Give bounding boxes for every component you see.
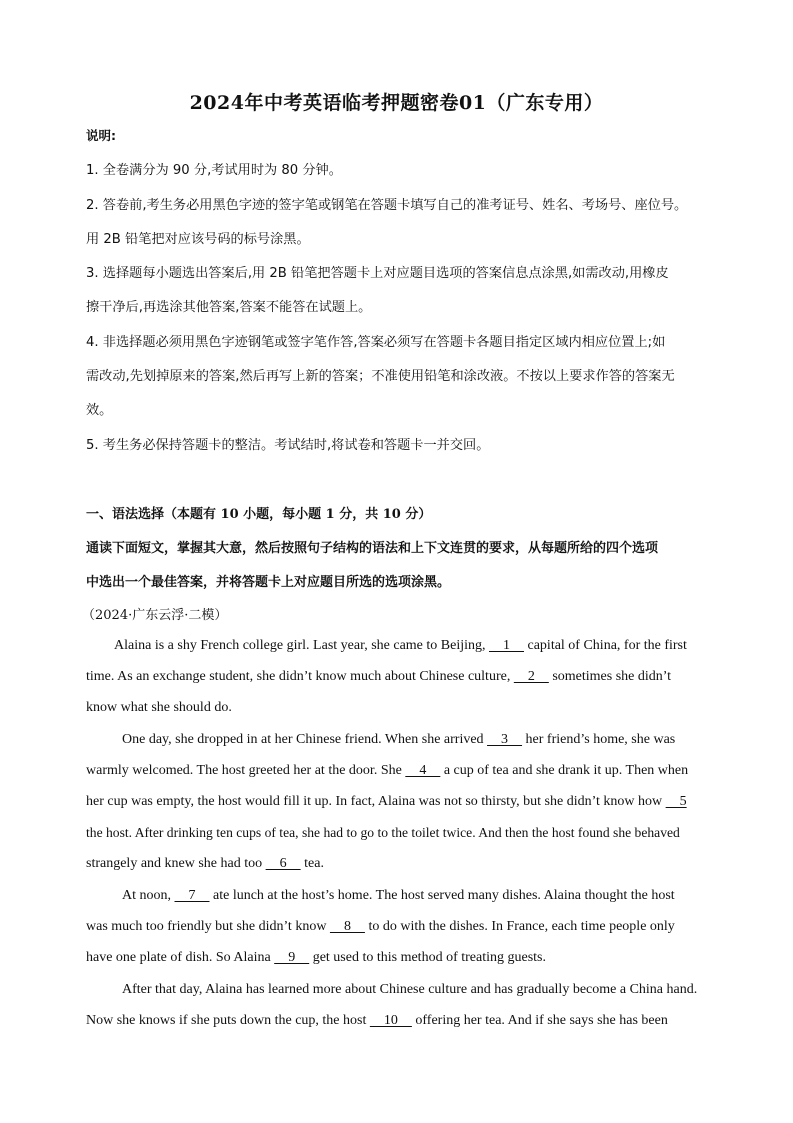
instruction-1: 1. 全卷满分为 90 分,考试用时为 80 分钟。 — [86, 163, 342, 178]
instruction-5: 5. 考生务必保持答题卡的整洁。考试结时,将试卷和答题卡一并交回。 — [86, 438, 490, 453]
passage-line: her cup was empty, the host would fill it up. In fact, Alaina was not so thirsty, but she didn’t know how 5 — [86, 794, 687, 809]
passage-line: time. As an exchange student, she didn’t know much about Chinese culture, 2 sometimes she didn’t — [86, 669, 672, 684]
instruction-2-cont: 用 2B 铅笔把对应该号码的标号涂黑。 — [86, 232, 310, 247]
section-directions-cont: 中选出一个最佳答案，并将答题卡上对应题目所选的选项涂黑。 — [86, 575, 451, 590]
blank-6: 6 — [265, 856, 301, 871]
instruction-4-end: 效。 — [86, 403, 113, 418]
passage-line: have one plate of dish. So Alaina 9 get used to this method of treating guests. — [86, 950, 546, 965]
section-directions: 通读下面短文，掌握其大意，然后按照句子结构的语法和上下文连贯的要求，从每题所给的四个选项 — [86, 541, 659, 556]
passage-line: the host. After drinking ten cups of tea, she had to go to the toilet twice. And then the host found she behaved — [86, 825, 680, 840]
section-heading: 一、语法选择（本题有 10 小题，每小题 1 分，共 10 分） — [86, 507, 432, 522]
page-title: 2024年中考英语临考押题密卷01（广东专用） — [189, 92, 604, 114]
blank-1: 1 — [489, 638, 524, 653]
blank-9: 9 — [274, 950, 310, 965]
passage-line: Alaina is a shy French college girl. Last year, she came to Beijing, 1 capital of China, for the first — [114, 638, 687, 653]
instruction-4: 4. 非选择题必须用黑色字迹钢笔或签字笔作答,答案必须写在答题卡各题目指定区域内相应位置上;如 — [86, 335, 666, 350]
instruction-3: 3. 选择题每小题选出答案后,用 2B 铅笔把答题卡上对应题目选项的答案信息点涂黑,如需改动,用橡皮 — [86, 266, 669, 281]
passage-line: Now she knows if she puts down the cup, the host 10 offering her tea. And if she says she has been — [86, 1013, 668, 1028]
instructions-heading: 说明: — [86, 128, 116, 143]
passage-line: At noon, 7 ate lunch at the host’s home. The host served many dishes. Alaina thought the host — [122, 888, 675, 903]
blank-2: 2 — [513, 669, 549, 684]
instruction-4-cont: 需改动,先划掉原来的答案,然后再写上新的答案；不准使用铅笔和涂改液。不按以上要求作答的答案无 — [86, 369, 675, 384]
blank-8: 8 — [329, 919, 365, 934]
passage-line: know what she should do. — [86, 700, 232, 715]
blank-7: 7 — [174, 888, 210, 903]
passage-line: was much too friendly but she didn’t know 8 to do with the dishes. In France, each time people only — [86, 919, 675, 934]
blank-5: 5 — [665, 794, 687, 809]
passage-line: warmly welcomed. The host greeted her at the door. She 4 a cup of tea and she drank it up. Then when — [86, 763, 689, 778]
instruction-2: 2. 答卷前,考生务必用黑色字迹的签字笔或钢笔在答题卡填写自己的准考证号、姓名、考场号、座位号。 — [86, 198, 688, 213]
blank-3: 3 — [487, 732, 523, 747]
passage-line: One day, she dropped in at her Chinese friend. When she arrived 3 her friend’s home, she was — [122, 732, 676, 747]
passage-line: strangely and knew she had too 6 tea. — [86, 856, 324, 871]
blank-4: 4 — [405, 763, 441, 778]
passage-line: After that day, Alaina has learned more about Chinese culture and has gradually become a China hand. — [122, 982, 698, 997]
instruction-3-cont: 擦干净后,再选涂其他答案,答案不能答在试题上。 — [86, 300, 372, 315]
blank-10: 10 — [369, 1013, 412, 1028]
passage-source: （2024·广东云浮·二模） — [82, 608, 228, 623]
